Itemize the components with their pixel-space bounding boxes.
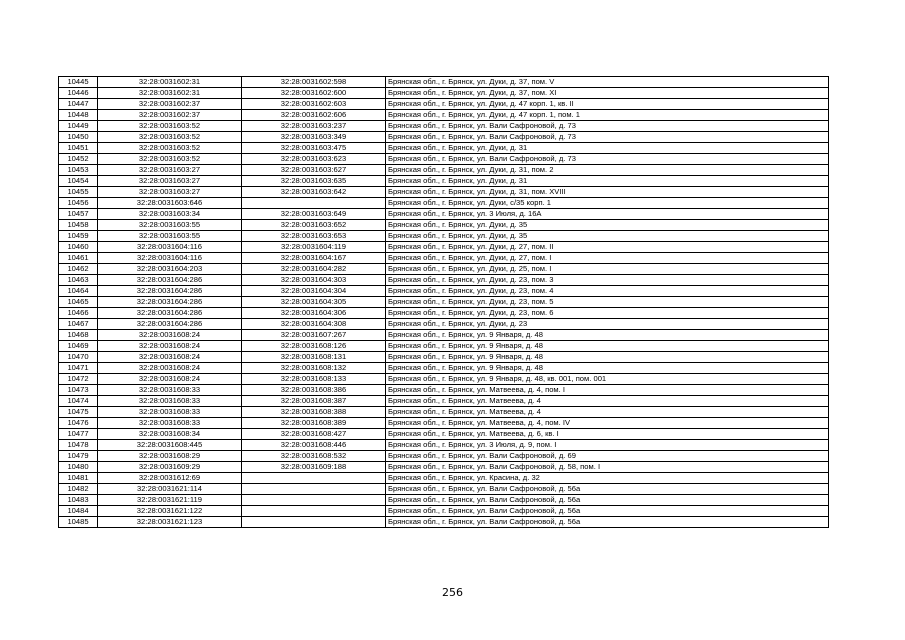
parcel-cadastral-number-cell: 32:28:0031603:52 (98, 143, 242, 154)
object-cadastral-number-cell (242, 484, 386, 495)
table-row (59, 187, 829, 198)
row-number-cell: 10478 (59, 440, 98, 451)
parcel-cadastral-number-cell: 32:28:0031603:27 (98, 165, 242, 176)
object-cadastral-number-cell: 32:28:0031608:132 (242, 363, 386, 374)
object-cadastral-number-cell: 32:28:0031602:598 (242, 77, 386, 88)
address-cell: Брянская обл., г. Брянск, ул. Матвеева, д. 4 (386, 396, 829, 407)
address-cell: Брянская обл., г. Брянск, ул. Дуки, д. 23, пом. 6 (386, 308, 829, 319)
parcel-cadastral-number-cell: 32:28:0031604:203 (98, 264, 242, 275)
row-number-cell: 10467 (59, 319, 98, 330)
table-row (59, 88, 829, 99)
object-cadastral-number-cell: 32:28:0031604:304 (242, 286, 386, 297)
address-cell: Брянская обл., г. Брянск, ул. 9 Января, д. 48, кв. 001, пом. 001 (386, 374, 829, 385)
parcel-cadastral-number-cell: 32:28:0031603:34 (98, 209, 242, 220)
object-cadastral-number-cell: 32:28:0031603:649 (242, 209, 386, 220)
row-number-cell: 10466 (59, 308, 98, 319)
row-number-cell: 10458 (59, 220, 98, 231)
parcel-cadastral-number-cell: 32:28:0031603:52 (98, 154, 242, 165)
row-number-cell: 10456 (59, 198, 98, 209)
table-row (59, 473, 829, 484)
table-row (59, 297, 829, 308)
table-row (59, 275, 829, 286)
table-row (59, 429, 829, 440)
table-row (59, 231, 829, 242)
registry-table-body (59, 77, 829, 528)
table-row (59, 352, 829, 363)
address-cell: Брянская обл., г. Брянск, ул. 9 Января, д. 48 (386, 341, 829, 352)
table-row (59, 220, 829, 231)
row-number-cell: 10450 (59, 132, 98, 143)
row-number-cell: 10464 (59, 286, 98, 297)
object-cadastral-number-cell: 32:28:0031608:446 (242, 440, 386, 451)
row-number-cell: 10469 (59, 341, 98, 352)
address-cell: Брянская обл., г. Брянск, ул. Дуки, д. 31 (386, 143, 829, 154)
object-cadastral-number-cell: 32:28:0031608:532 (242, 451, 386, 462)
address-cell: Брянская обл., г. Брянск, ул. Дуки, с/35 корп. 1 (386, 198, 829, 209)
row-number-cell: 10475 (59, 407, 98, 418)
table-row (59, 374, 829, 385)
object-cadastral-number-cell: 32:28:0031608:387 (242, 396, 386, 407)
table-row (59, 143, 829, 154)
row-number-cell: 10484 (59, 506, 98, 517)
object-cadastral-number-cell (242, 473, 386, 484)
object-cadastral-number-cell: 32:28:0031604:306 (242, 308, 386, 319)
object-cadastral-number-cell: 32:28:0031602:600 (242, 88, 386, 99)
parcel-cadastral-number-cell: 32:28:0031603:55 (98, 231, 242, 242)
table-row (59, 121, 829, 132)
address-cell: Брянская обл., г. Брянск, ул. Вали Сафроновой, д. 69 (386, 451, 829, 462)
object-cadastral-number-cell: 32:28:0031604:308 (242, 319, 386, 330)
row-number-cell: 10483 (59, 495, 98, 506)
object-cadastral-number-cell: 32:28:0031608:133 (242, 374, 386, 385)
address-cell: Брянская обл., г. Брянск, ул. Дуки, д. 31 (386, 176, 829, 187)
address-cell: Брянская обл., г. Брянск, ул. Матвеева, д. 6, кв. I (386, 429, 829, 440)
table-row (59, 330, 829, 341)
row-number-cell: 10472 (59, 374, 98, 385)
parcel-cadastral-number-cell: 32:28:0031608:29 (98, 451, 242, 462)
row-number-cell: 10447 (59, 99, 98, 110)
address-cell: Брянская обл., г. Брянск, ул. Вали Сафроновой, д. 56а (386, 484, 829, 495)
table-row (59, 198, 829, 209)
object-cadastral-number-cell: 32:28:0031607:267 (242, 330, 386, 341)
table-row (59, 451, 829, 462)
row-number-cell: 10454 (59, 176, 98, 187)
parcel-cadastral-number-cell: 32:28:0031621:114 (98, 484, 242, 495)
address-cell: Брянская обл., г. Брянск, ул. 9 Января, д. 48 (386, 352, 829, 363)
address-cell: Брянская обл., г. Брянск, ул. 3 Июля, д. 16А (386, 209, 829, 220)
row-number-cell: 10457 (59, 209, 98, 220)
address-cell: Брянская обл., г. Брянск, ул. Дуки, д. 31, пом. XVIII (386, 187, 829, 198)
address-cell: Брянская обл., г. Брянск, ул. Вали Сафроновой, д. 73 (386, 132, 829, 143)
table-row (59, 396, 829, 407)
object-cadastral-number-cell: 32:28:0031603:652 (242, 220, 386, 231)
table-row (59, 363, 829, 374)
address-cell: Брянская обл., г. Брянск, ул. Матвеева, д. 4 (386, 407, 829, 418)
table-row (59, 253, 829, 264)
address-cell: Брянская обл., г. Брянск, ул. Вали Сафроновой, д. 73 (386, 121, 829, 132)
row-number-cell: 10468 (59, 330, 98, 341)
registry-table (58, 76, 829, 528)
object-cadastral-number-cell: 32:28:0031604:119 (242, 242, 386, 253)
row-number-cell: 10480 (59, 462, 98, 473)
address-cell: Брянская обл., г. Брянск, ул. Матвеева, д. 4, пом. IV (386, 418, 829, 429)
table-row (59, 132, 829, 143)
table-row (59, 484, 829, 495)
parcel-cadastral-number-cell: 32:28:0031608:33 (98, 407, 242, 418)
table-row (59, 99, 829, 110)
table-row (59, 319, 829, 330)
row-number-cell: 10461 (59, 253, 98, 264)
row-number-cell: 10485 (59, 517, 98, 528)
parcel-cadastral-number-cell: 32:28:0031602:31 (98, 77, 242, 88)
object-cadastral-number-cell: 32:28:0031608:427 (242, 429, 386, 440)
object-cadastral-number-cell: 32:28:0031608:126 (242, 341, 386, 352)
row-number-cell: 10462 (59, 264, 98, 275)
address-cell: Брянская обл., г. Брянск, ул. 9 Января, д. 48 (386, 330, 829, 341)
parcel-cadastral-number-cell: 32:28:0031604:116 (98, 242, 242, 253)
parcel-cadastral-number-cell: 32:28:0031609:29 (98, 462, 242, 473)
row-number-cell: 10459 (59, 231, 98, 242)
object-cadastral-number-cell: 32:28:0031608:131 (242, 352, 386, 363)
object-cadastral-number-cell: 32:28:0031603:349 (242, 132, 386, 143)
table-row (59, 506, 829, 517)
parcel-cadastral-number-cell: 32:28:0031621:119 (98, 495, 242, 506)
object-cadastral-number-cell: 32:28:0031608:386 (242, 385, 386, 396)
table-row (59, 209, 829, 220)
table-row (59, 77, 829, 88)
address-cell: Брянская обл., г. Брянск, ул. Вали Сафроновой, д. 56а (386, 506, 829, 517)
row-number-cell: 10477 (59, 429, 98, 440)
row-number-cell: 10476 (59, 418, 98, 429)
row-number-cell: 10471 (59, 363, 98, 374)
parcel-cadastral-number-cell: 32:28:0031604:116 (98, 253, 242, 264)
table-row (59, 286, 829, 297)
parcel-cadastral-number-cell: 32:28:0031608:24 (98, 330, 242, 341)
table-row (59, 341, 829, 352)
address-cell: Брянская обл., г. Брянск, ул. Вали Сафроновой, д. 73 (386, 154, 829, 165)
table-row (59, 440, 829, 451)
address-cell: Брянская обл., г. Брянск, ул. Дуки, д. 27, пом. II (386, 242, 829, 253)
address-cell: Брянская обл., г. Брянск, ул. Дуки, д. 23, пом. 3 (386, 275, 829, 286)
address-cell: Брянская обл., г. Брянск, ул. 9 Января, д. 48 (386, 363, 829, 374)
row-number-cell: 10460 (59, 242, 98, 253)
row-number-cell: 10448 (59, 110, 98, 121)
object-cadastral-number-cell: 32:28:0031603:237 (242, 121, 386, 132)
parcel-cadastral-number-cell: 32:28:0031602:37 (98, 99, 242, 110)
object-cadastral-number-cell: 32:28:0031609:188 (242, 462, 386, 473)
row-number-cell: 10449 (59, 121, 98, 132)
table-row (59, 308, 829, 319)
page-number: 256 (442, 586, 463, 599)
parcel-cadastral-number-cell: 32:28:0031608:33 (98, 385, 242, 396)
address-cell: Брянская обл., г. Брянск, ул. Дуки, д. 35 (386, 231, 829, 242)
address-cell: Брянская обл., г. Брянск, ул. Дуки, д. 37, пом. V (386, 77, 829, 88)
table-row (59, 418, 829, 429)
parcel-cadastral-number-cell: 32:28:0031602:31 (98, 88, 242, 99)
parcel-cadastral-number-cell: 32:28:0031608:33 (98, 418, 242, 429)
row-number-cell: 10473 (59, 385, 98, 396)
address-cell: Брянская обл., г. Брянск, ул. Дуки, д. 31, пом. 2 (386, 165, 829, 176)
object-cadastral-number-cell: 32:28:0031604:303 (242, 275, 386, 286)
object-cadastral-number-cell: 32:28:0031602:606 (242, 110, 386, 121)
parcel-cadastral-number-cell: 32:28:0031603:52 (98, 132, 242, 143)
table-row (59, 385, 829, 396)
address-cell: Брянская обл., г. Брянск, ул. Дуки, д. 25, пом. I (386, 264, 829, 275)
row-number-cell: 10446 (59, 88, 98, 99)
table-row (59, 110, 829, 121)
address-cell: Брянская обл., г. Брянск, ул. Дуки, д. 23, пом. 5 (386, 297, 829, 308)
object-cadastral-number-cell: 32:28:0031603:642 (242, 187, 386, 198)
object-cadastral-number-cell: 32:28:0031603:475 (242, 143, 386, 154)
table-row (59, 407, 829, 418)
table-row (59, 165, 829, 176)
row-number-cell: 10482 (59, 484, 98, 495)
address-cell: Брянская обл., г. Брянск, ул. Красина, д. 32 (386, 473, 829, 484)
object-cadastral-number-cell (242, 495, 386, 506)
parcel-cadastral-number-cell: 32:28:0031603:27 (98, 187, 242, 198)
address-cell: Брянская обл., г. Брянск, ул. Дуки, д. 23, пом. 4 (386, 286, 829, 297)
address-cell: Брянская обл., г. Брянск, ул. Вали Сафроновой, д. 58, пом. I (386, 462, 829, 473)
parcel-cadastral-number-cell: 32:28:0031602:37 (98, 110, 242, 121)
parcel-cadastral-number-cell: 32:28:0031603:646 (98, 198, 242, 209)
address-cell: Брянская обл., г. Брянск, ул. 3 Июля, д. 9, пом. I (386, 440, 829, 451)
table-row (59, 176, 829, 187)
table-row (59, 517, 829, 528)
address-cell: Брянская обл., г. Брянск, ул. Дуки, д. 27, пом. I (386, 253, 829, 264)
parcel-cadastral-number-cell: 32:28:0031608:24 (98, 374, 242, 385)
parcel-cadastral-number-cell: 32:28:0031608:34 (98, 429, 242, 440)
object-cadastral-number-cell: 32:28:0031603:627 (242, 165, 386, 176)
table-row (59, 154, 829, 165)
row-number-cell: 10465 (59, 297, 98, 308)
address-cell: Брянская обл., г. Брянск, ул. Дуки, д. 37, пом. XI (386, 88, 829, 99)
table-row (59, 495, 829, 506)
parcel-cadastral-number-cell: 32:28:0031608:24 (98, 352, 242, 363)
parcel-cadastral-number-cell: 32:28:0031603:27 (98, 176, 242, 187)
object-cadastral-number-cell: 32:28:0031603:653 (242, 231, 386, 242)
object-cadastral-number-cell (242, 506, 386, 517)
parcel-cadastral-number-cell: 32:28:0031604:286 (98, 308, 242, 319)
row-number-cell: 10452 (59, 154, 98, 165)
object-cadastral-number-cell: 32:28:0031603:635 (242, 176, 386, 187)
object-cadastral-number-cell: 32:28:0031602:603 (242, 99, 386, 110)
row-number-cell: 10453 (59, 165, 98, 176)
parcel-cadastral-number-cell: 32:28:0031621:123 (98, 517, 242, 528)
object-cadastral-number-cell: 32:28:0031608:388 (242, 407, 386, 418)
parcel-cadastral-number-cell: 32:28:0031603:55 (98, 220, 242, 231)
row-number-cell: 10445 (59, 77, 98, 88)
parcel-cadastral-number-cell: 32:28:0031604:286 (98, 297, 242, 308)
parcel-cadastral-number-cell: 32:28:0031604:286 (98, 319, 242, 330)
object-cadastral-number-cell: 32:28:0031604:305 (242, 297, 386, 308)
row-number-cell: 10455 (59, 187, 98, 198)
object-cadastral-number-cell: 32:28:0031608:389 (242, 418, 386, 429)
object-cadastral-number-cell: 32:28:0031603:623 (242, 154, 386, 165)
parcel-cadastral-number-cell: 32:28:0031608:24 (98, 363, 242, 374)
parcel-cadastral-number-cell: 32:28:0031612:69 (98, 473, 242, 484)
object-cadastral-number-cell (242, 517, 386, 528)
parcel-cadastral-number-cell: 32:28:0031608:445 (98, 440, 242, 451)
object-cadastral-number-cell: 32:28:0031604:167 (242, 253, 386, 264)
row-number-cell: 10474 (59, 396, 98, 407)
row-number-cell: 10470 (59, 352, 98, 363)
table-row (59, 462, 829, 473)
row-number-cell: 10479 (59, 451, 98, 462)
row-number-cell: 10463 (59, 275, 98, 286)
parcel-cadastral-number-cell: 32:28:0031604:286 (98, 275, 242, 286)
parcel-cadastral-number-cell: 32:28:0031621:122 (98, 506, 242, 517)
table-row (59, 242, 829, 253)
object-cadastral-number-cell: 32:28:0031604:282 (242, 264, 386, 275)
parcel-cadastral-number-cell: 32:28:0031603:52 (98, 121, 242, 132)
address-cell: Брянская обл., г. Брянск, ул. Дуки, д. 47 корп. 1, кв. II (386, 99, 829, 110)
address-cell: Брянская обл., г. Брянск, ул. Вали Сафроновой, д. 56а (386, 517, 829, 528)
parcel-cadastral-number-cell: 32:28:0031608:33 (98, 396, 242, 407)
address-cell: Брянская обл., г. Брянск, ул. Дуки, д. 47 корп. 1, пом. 1 (386, 110, 829, 121)
row-number-cell: 10481 (59, 473, 98, 484)
parcel-cadastral-number-cell: 32:28:0031608:24 (98, 341, 242, 352)
table-row (59, 264, 829, 275)
object-cadastral-number-cell (242, 198, 386, 209)
address-cell: Брянская обл., г. Брянск, ул. Дуки, д. 23 (386, 319, 829, 330)
address-cell: Брянская обл., г. Брянск, ул. Дуки, д. 35 (386, 220, 829, 231)
address-cell: Брянская обл., г. Брянск, ул. Вали Сафроновой, д. 56а (386, 495, 829, 506)
parcel-cadastral-number-cell: 32:28:0031604:286 (98, 286, 242, 297)
address-cell: Брянская обл., г. Брянск, ул. Матвеева, д. 4, пом. I (386, 385, 829, 396)
row-number-cell: 10451 (59, 143, 98, 154)
